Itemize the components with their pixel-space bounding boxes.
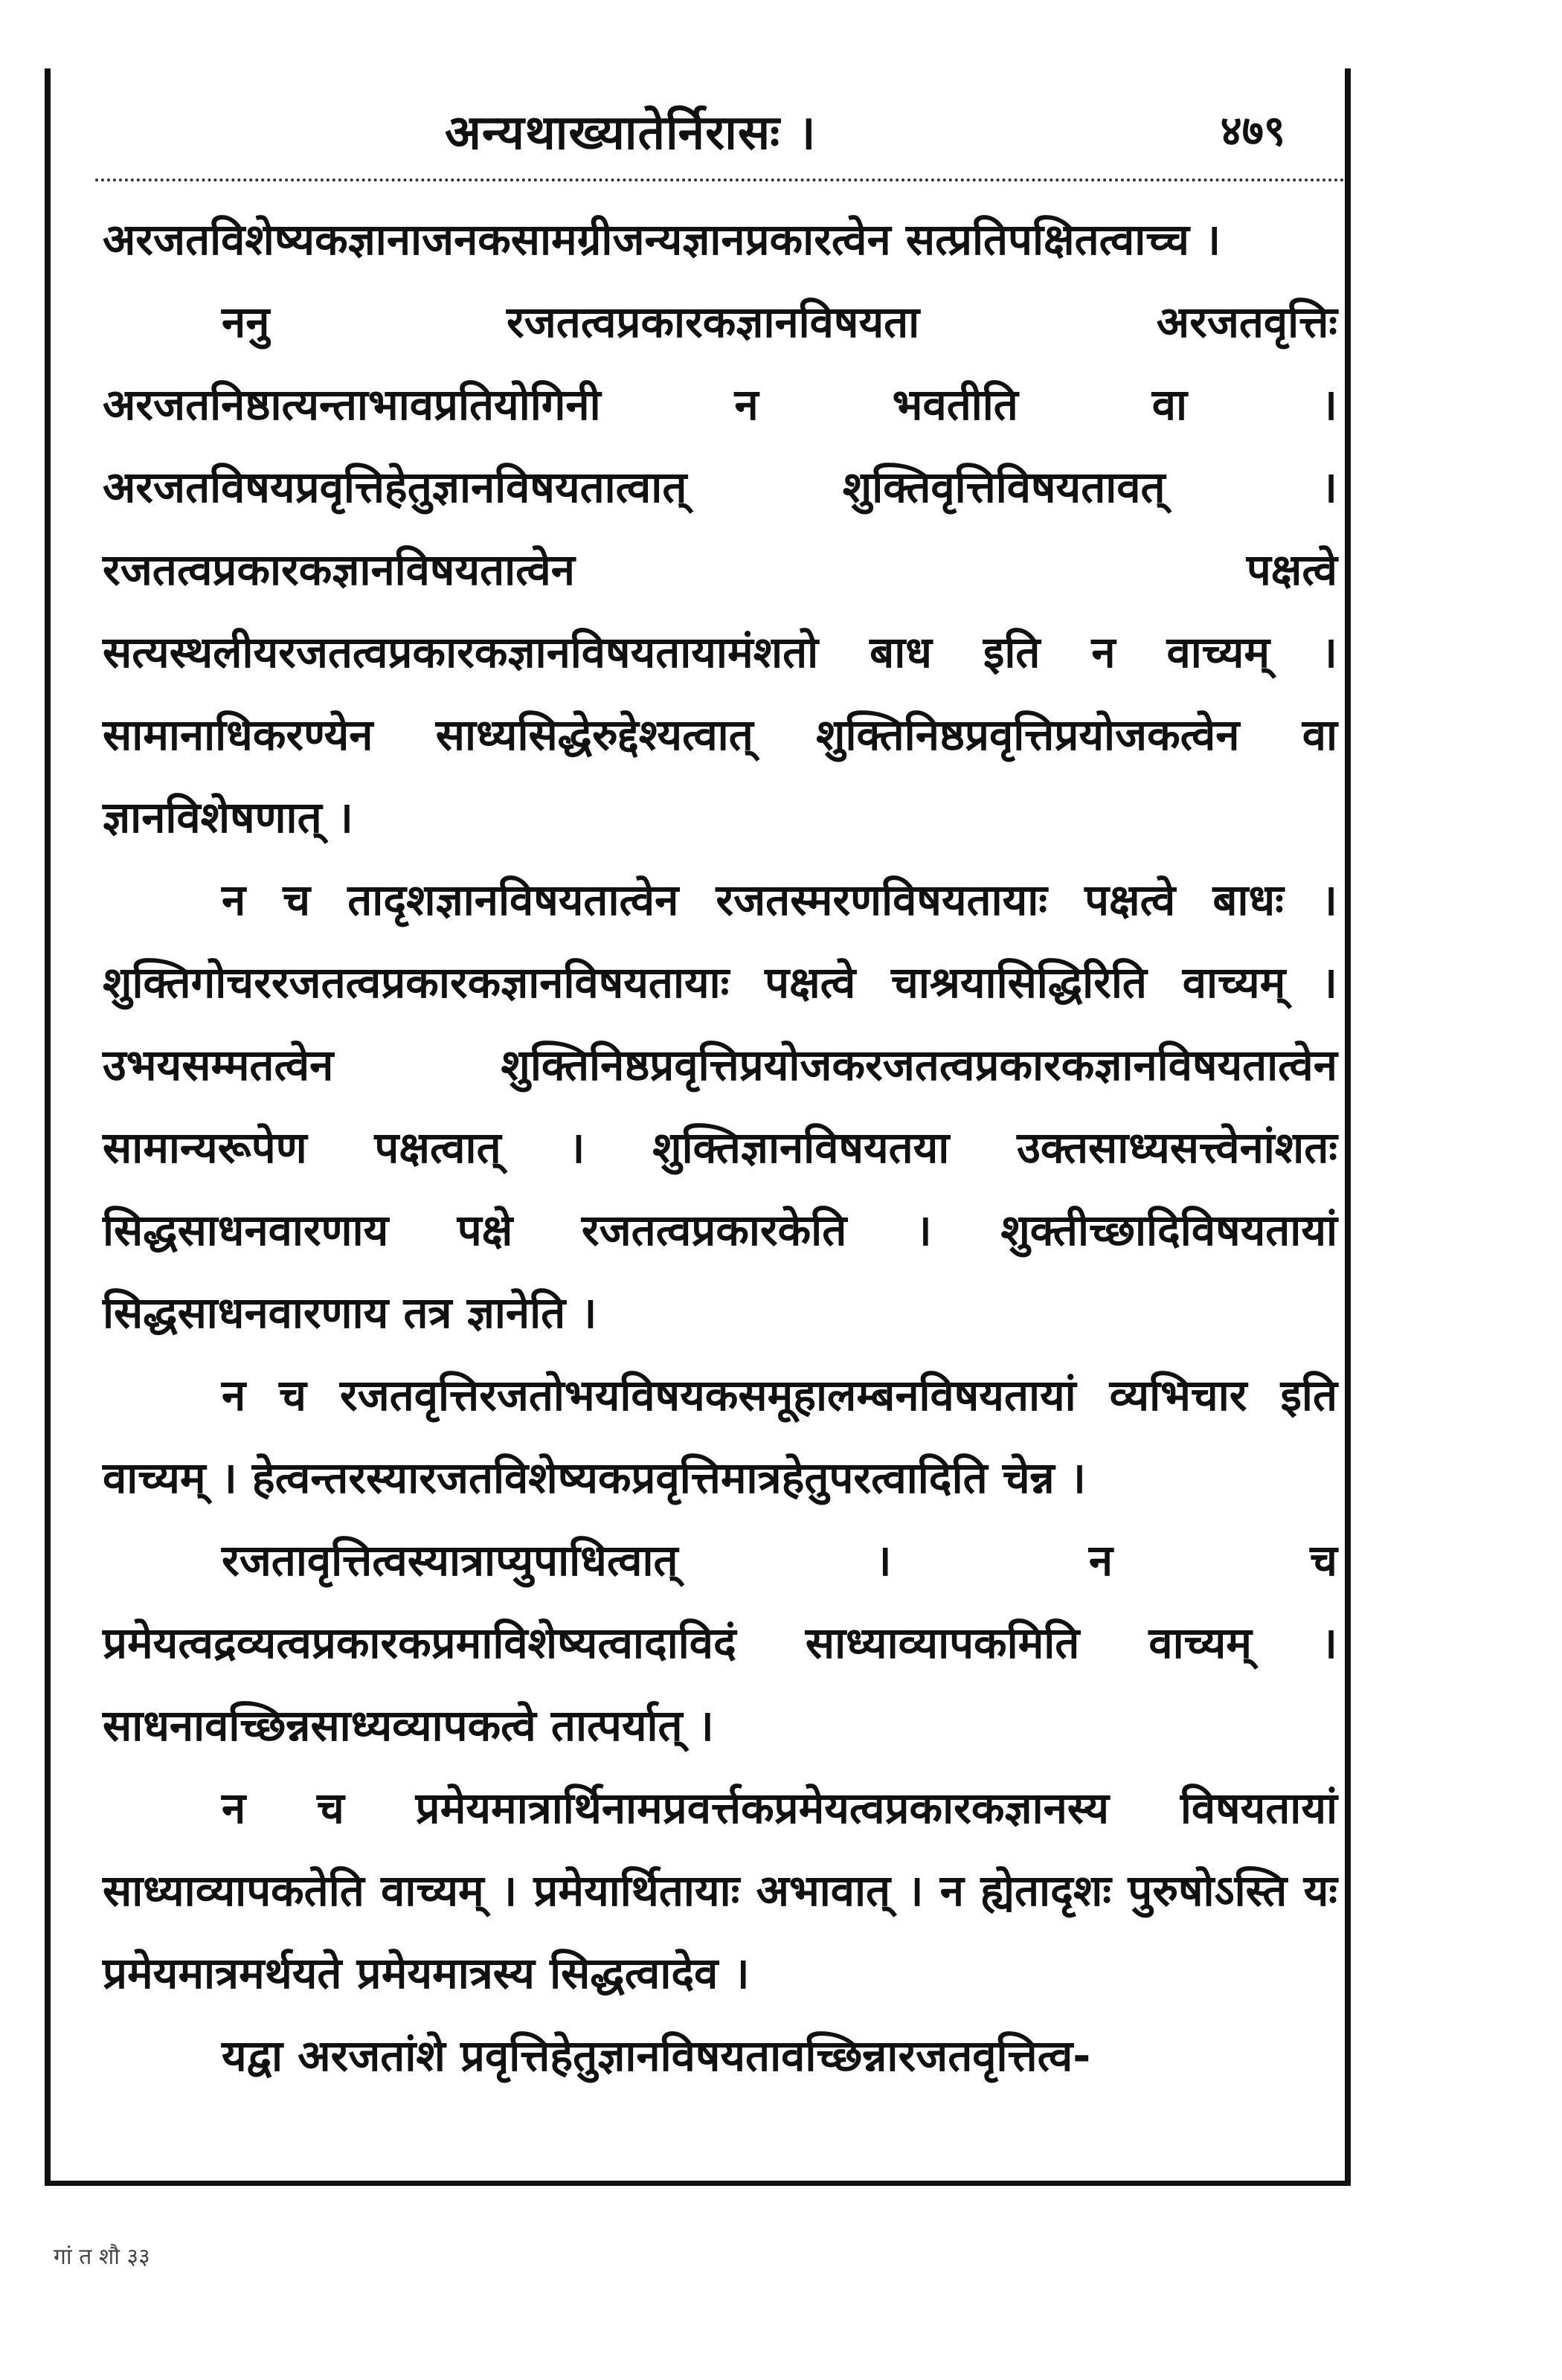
paragraph-4: न च रजतवृत्तिरजतोभयविषयकसमूहालम्बनविषयतायां व्यभिचार इति वाच्यम् । हेत्वन्तरस्यारजतविशेष्यकप्रवृत्तिमात्रहेतुपरत्वादिति चेन्न । [103,1370,1337,1503]
paragraph-3: न च तादृशज्ञानविषयतात्वेन रजतस्मरणविषयतायाः पक्षत्वे बाधः । शुक्तिगोचररजतत्वप्रकारकज्ञानविषयतायाः पक्षत्वे चाश्रयासिद्धिरिति वाच्यम् । उभयसम्मतत्वेन शुक्तिनिष्ठप्रवृत्तिप्रयोजकरजतत्वप्रकारकज्ञानविषयतात्वेन सामान्यरूपेण पक्षत्वात् । शुक्तिज्ञानविषयतया उक्तसाध्यसत्त्वेनांशतः सिद्धसाधनवारणाय पक्षे रजतत्वप्रकारकेति । शुक्तीच्छादिविषयतायां सिद्धसाधनवारणाय तत्र ज्ञानेति । [103,875,1337,1338]
body-text [103,199,1337,2097]
paragraph-7: यद्वा अरजतांशे प्रवृत्तिहेतुज्ञानविषयतावच्छिन्नारजतवृत्तित्व- [222,2030,1091,2081]
header-divider [95,178,1345,181]
paragraph-6: न च प्रमेयमात्रार्थिनामप्रवर्त्तकप्रमेयत्वप्रकारकज्ञानस्य विषयतायां साध्याव्यापकतेति वाच्यम् । प्रमेयार्थितायाः अभावात् । न ह्येतादृशः पुरुषोऽस्ति यः प्रमेयमात्रमर्थयते प्रमेयमात्रस्य सिद्धत्वादेव । [103,1783,1337,1998]
running-title: अन्यथाख्यातेर्निरासः । [445,106,817,161]
paragraph-5: रजतावृत्तित्वस्यात्राप्युपाधित्वात् । न च प्रमेयत्वद्रव्यत्वप्रकारकप्रमाविशेष्यत्वादाविदं साध्याव्यापकमिति वाच्यम् । साधनावच्छिन्नसाध्यव्यापकत्वे तात्पर्यात् । [103,1535,1337,1751]
paragraph-1: अरजतविशेष्यकज्ञानाजनकसामग्रीजन्यज्ञानप्रकारत्वेन सत्प्रतिपक्षितत्वाच्च । [103,214,1221,265]
page-frame [45,68,1351,2186]
page-number: ४७९ [1220,107,1285,155]
page-header [51,98,1345,173]
paragraph-2: ननु रजतत्वप्रकारकज्ञानविषयता अरजतवृत्तिः अरजतनिष्ठात्यन्ताभावप्रतियोगिनी न भवतीति वा । अरजतविषयप्रवृत्तिहेतुज्ञानविषयतात्वात् शुक्तिवृत्तिविषयतावत् । रजतत्वप्रकारकज्ञानविषयतात्वेन पक्षत्वे सत्यस्थलीयरजतत्वप्रकारकज्ञानविषयतायामंशतो बाध इति न वाच्यम् । सामानाधिकरण्येन साध्यसिद्धेरुद्देश्यत्वात् शुक्तिनिष्ठप्रवृत्तिप्रयोजकत्वेन वा ज्ञानविशेषणात् । [103,297,1337,843]
signature-mark: गां त शौ ३३ [54,2244,150,2270]
